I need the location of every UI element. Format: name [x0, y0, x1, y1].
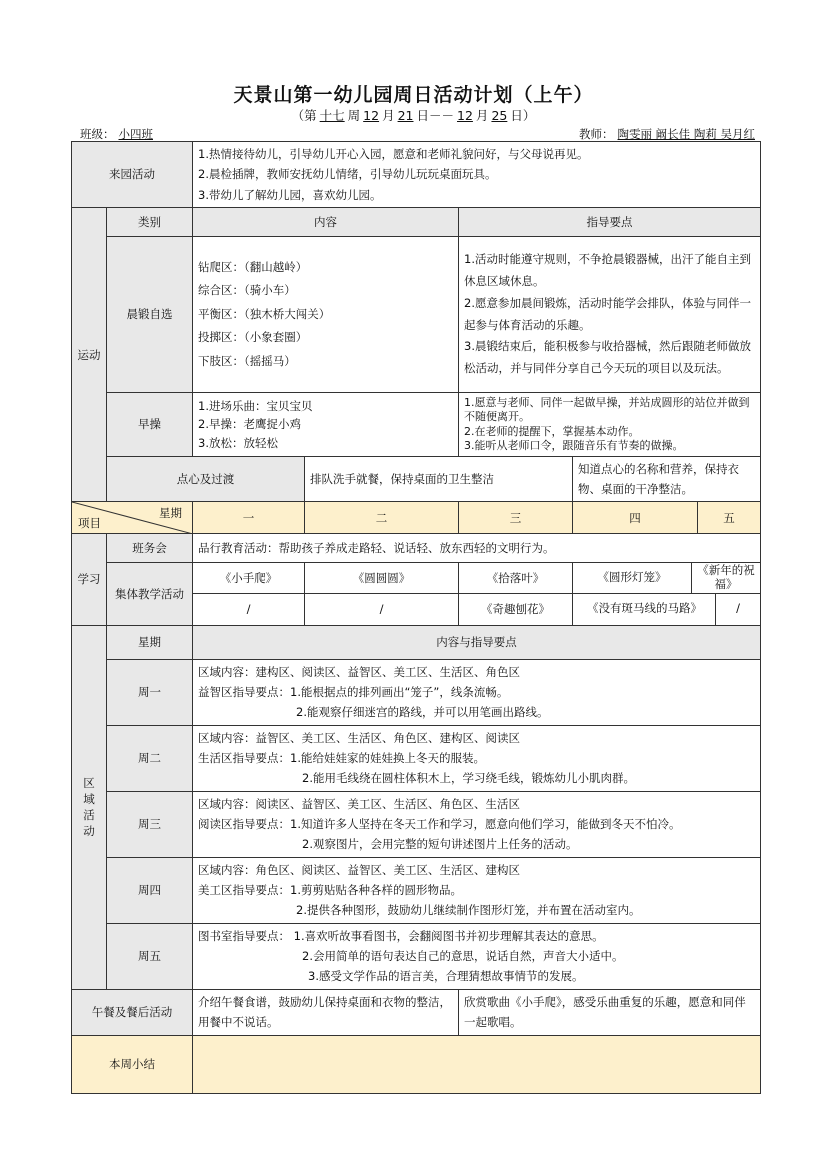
week-word: 周 — [347, 108, 361, 123]
exercise-area: 投掷区：（小象套圈） — [198, 330, 308, 345]
area-line: 区域内容：建构区、阅读区、益智区、美工区、生活区、角色区 — [198, 665, 520, 680]
arrival-row — [72, 142, 761, 208]
day-header: 三 — [459, 502, 573, 534]
area-line: 2.能用毛线绕在圆柱体积木上，学习绕毛线，锻炼幼儿小肌肉群。 — [302, 771, 635, 786]
plan-table — [71, 141, 761, 1094]
exercise-area: 综合区：（骑小车） — [198, 283, 296, 298]
class-label: 班级： — [80, 127, 115, 141]
lesson-cell: 《圆圆圆》 — [305, 563, 459, 594]
day-header: 四 — [573, 502, 698, 533]
study-label: 学习 — [72, 534, 107, 626]
exercise-area: 下肢区：（摇摇马） — [198, 353, 296, 368]
morning-exercise-row — [72, 237, 761, 393]
area-line: 益智区指导要点：1.能根据点的排列画出“笼子”，线条流畅。 — [198, 685, 509, 700]
area-day-row — [72, 791, 761, 857]
area-day-label: 周三 — [107, 791, 193, 857]
area-day-row — [72, 923, 761, 989]
snack-row — [72, 457, 761, 502]
exercise-point: 1.活动时能遵守规则，不争抢晨锻器械，出汗了能自主到休息区域休息。 — [464, 251, 751, 288]
area-line: 2.观察图片，会用完整的短句讲述图片上任务的活动。 — [302, 837, 578, 852]
month-word: 月 — [382, 108, 395, 123]
area-activity-label — [72, 625, 107, 989]
week-prefix: （第 — [291, 108, 317, 123]
class-meeting-label: 班务会 — [107, 534, 193, 563]
class-value: 小四班 — [118, 127, 153, 141]
lesson-cell: 《奇趣刨花》 — [459, 593, 573, 625]
area-day-content — [193, 857, 761, 923]
area-line: 2.会用简单的语句表达自己的意思，说话自然，声音大小适中。 — [302, 949, 624, 964]
snack-label: 点心及过渡 — [107, 457, 305, 502]
week-range — [0, 106, 827, 124]
drill-item: 1.进场乐曲：宝贝宝贝 — [198, 398, 313, 413]
morning-exercise-areas — [193, 237, 459, 393]
arrival-line: 1.热情接待幼儿，引导幼儿开心入园，愿意和老师礼貌问好，与父母说再见。 — [198, 147, 589, 162]
col-points: 指导要点 — [459, 208, 761, 237]
area-activity-label-text: 区域活动 — [83, 776, 95, 839]
day-dash: 日－－ — [416, 108, 455, 123]
area-line: 3.感受文学作品的语言美，合理猜想故事情节的发展。 — [308, 969, 584, 984]
exercise-header-row — [72, 208, 761, 237]
teaching-row-1 — [72, 563, 761, 594]
day-header: 二 — [305, 502, 459, 534]
area-col-content: 内容与指导要点 — [193, 625, 761, 659]
lunch-right: 欣赏歌曲《小手爬》，感受乐曲重复的乐趣，愿意和同伴一起歌唱。 — [459, 989, 761, 1035]
area-line: 区域内容：益智区、美工区、生活区、角色区、建构区、阅读区 — [198, 731, 520, 746]
drill-content — [193, 393, 459, 457]
corner-week-label: 星期 — [159, 506, 182, 521]
arrival-content — [193, 142, 761, 208]
drill-point: 1.愿意与老师、同伴一起做早操，并站成圆形的站位并做到不随便离开。 — [464, 395, 750, 424]
area-day-content — [193, 923, 761, 989]
summary-row — [72, 1035, 761, 1093]
lesson-cell: / — [305, 593, 459, 625]
exercise-point: 2.愿意参加晨间锻炼，活动时能学会排队，体验与同伴一起参与体育活动的乐趣。 — [464, 295, 751, 332]
area-day-content — [193, 725, 761, 791]
start-day: 21 — [397, 108, 414, 123]
lunch-label: 午餐及餐后活动 — [72, 989, 193, 1035]
area-line: 区域内容：角色区、阅读区、益智区、美工区、生活区、建构区 — [198, 863, 520, 878]
area-day-row — [72, 857, 761, 923]
drill-item: 3.放松：放轻松 — [198, 435, 278, 450]
day-header: 一 — [193, 502, 305, 534]
area-day-label: 周二 — [107, 725, 193, 791]
lesson-cells-4-5 — [573, 563, 761, 594]
lesson-cell: 《新年的祝福》 — [692, 563, 761, 593]
day-header: 五 — [723, 510, 735, 525]
area-day-content — [193, 659, 761, 725]
area-line: 区域内容：阅读区、益智区、美工区、生活区、角色区、生活区 — [198, 797, 520, 812]
lesson-cell: / — [716, 594, 761, 625]
area-day-row — [72, 659, 761, 725]
area-line: 美工区指导要点：1.剪剪贴贴各种各样的圆形物品。 — [198, 883, 462, 898]
end-day: 25 — [491, 108, 508, 123]
col-type: 类别 — [107, 208, 193, 237]
lunch-row — [72, 989, 761, 1035]
area-col-day: 星期 — [107, 625, 193, 659]
class-meeting-row — [72, 534, 761, 563]
exercise-area: 平衡区：（独木桥大闯关） — [198, 306, 331, 321]
class-meeting-content: 品行教育活动：帮助孩子养成走路轻、说话轻、放东西轻的文明行为。 — [193, 534, 761, 563]
area-line: 阅读区指导要点：1.知道许多人坚持在冬天工作和学习，愿意向他们学习，能做到冬天不怕冷。 — [198, 817, 681, 832]
week-header-row — [72, 502, 761, 534]
page-title: 天景山第一幼儿园周日活动计划（上午） — [233, 84, 594, 106]
exercise-point: 3.晨锻结束后，能积极参与收拾器械，然后跟随老师做放松活动，并与同伴分享自己今天玩的项目以及玩法。 — [464, 339, 751, 376]
area-day-label: 周一 — [107, 659, 193, 725]
area-day-label: 周五 — [107, 923, 193, 989]
start-month: 12 — [363, 108, 380, 123]
group-teaching-label: 集体教学活动 — [107, 563, 193, 626]
lesson-cells-4-5 — [573, 593, 761, 625]
area-day-content — [193, 791, 761, 857]
snack-content: 排队洗手就餐，保持桌面的卫生整洁 — [305, 457, 573, 502]
arrival-line: 3.带幼儿了解幼儿园，喜欢幼儿园。 — [198, 187, 382, 202]
morning-exercise-label: 晨锻自选 — [107, 237, 193, 393]
morning-exercise-points — [459, 237, 761, 393]
week-corner-cell — [72, 502, 193, 534]
arrival-line: 2.晨检插牌，教师安抚幼儿情绪，引导幼儿玩玩桌面玩具。 — [198, 167, 497, 182]
drill-label: 早操 — [107, 393, 193, 457]
area-line: 2.能观察仔细迷宫的路线，并可以用笔画出路线。 — [296, 705, 549, 720]
arrival-label: 来园活动 — [72, 142, 193, 208]
drill-point: 3.能听从老师口令，跟随音乐有节奏的做操。 — [464, 438, 684, 452]
area-header-row — [72, 625, 761, 659]
drill-item: 2.早操：老鹰捉小鸡 — [198, 417, 301, 432]
area-line: 2.提供各种图形，鼓励幼儿继续制作图形灯笼，并布置在活动室内。 — [296, 903, 641, 918]
drill-row — [72, 393, 761, 457]
area-day-row — [72, 725, 761, 791]
area-day-label: 周四 — [107, 857, 193, 923]
exercise-label: 运动 — [72, 208, 107, 502]
drill-point: 2.在老师的提醒下，掌握基本动作。 — [464, 424, 640, 438]
month-word-2: 月 — [475, 108, 489, 123]
date-suffix: 日） — [510, 108, 536, 123]
day-header-4-5 — [573, 502, 761, 534]
summary-content[interactable] — [193, 1035, 761, 1093]
area-line: 生活区指导要点：1.能给娃娃家的娃娃换上冬天的服装。 — [198, 751, 485, 766]
drill-points — [459, 393, 761, 457]
lesson-cell: 《没有斑马线的马路》 — [587, 601, 702, 616]
exercise-area: 钻爬区：（翻山越岭） — [198, 259, 308, 274]
teacher-value: 陶雯丽 阚长佳 陶莉 吴月红 — [617, 127, 755, 141]
lesson-cell: 《拾落叶》 — [459, 563, 573, 594]
teacher-info — [579, 126, 759, 142]
summary-label: 本周小结 — [72, 1035, 193, 1093]
teacher-label: 教师： — [579, 127, 614, 141]
end-month: 12 — [457, 108, 473, 123]
week-number: 十七 — [319, 108, 345, 123]
corner-item-label: 项目 — [78, 516, 101, 531]
lunch-left: 介绍午餐食谱，鼓励幼儿保持桌面和衣物的整洁，用餐中不说话。 — [193, 989, 459, 1035]
lesson-cell: 《圆形灯笼》 — [597, 570, 667, 585]
col-content: 内容 — [193, 208, 459, 237]
lesson-cell: 《小手爬》 — [193, 563, 305, 594]
snack-points: 知道点心的名称和营养，保持衣物、桌面的干净整洁。 — [573, 457, 761, 502]
lesson-cell: / — [193, 593, 305, 625]
area-line: 图书室指导要点： 1.喜欢听故事看图书，会翻阅图书并初步理解其表达的意思。 — [198, 929, 604, 944]
class-info — [80, 126, 157, 142]
